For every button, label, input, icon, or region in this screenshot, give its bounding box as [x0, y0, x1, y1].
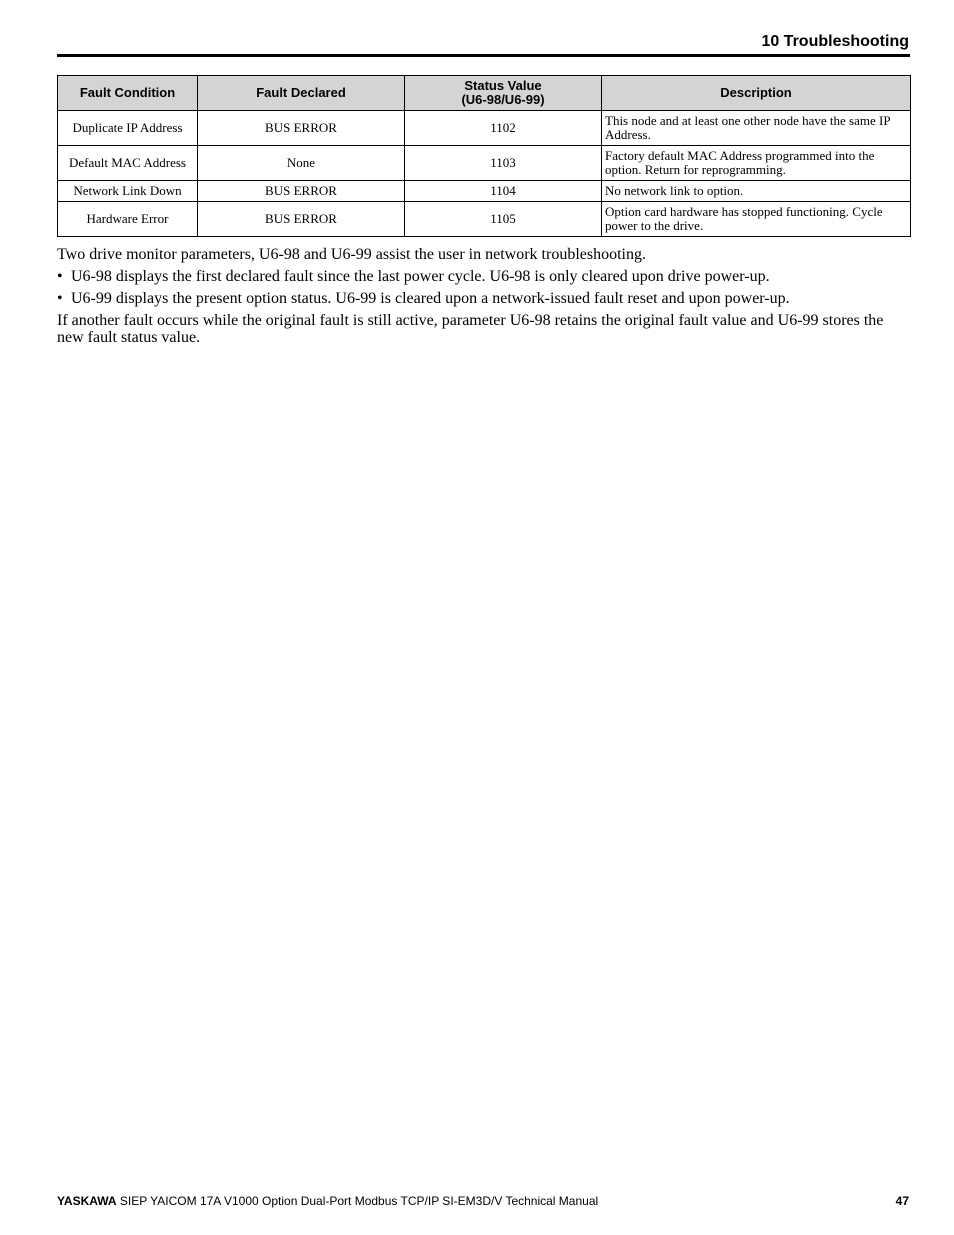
page-number: 47 [895, 1194, 909, 1208]
cell-fault-condition: Duplicate IP Address [58, 111, 198, 146]
cell-fault-declared: None [198, 146, 405, 181]
col-header-status-value-line1: Status Value [464, 78, 542, 93]
cell-fault-declared: BUS ERROR [198, 111, 405, 146]
table-row [58, 181, 911, 202]
cell-status-value: 1102 [405, 111, 602, 146]
cell-description: Factory default MAC Address programmed into the option. Return for reprogramming. [602, 146, 911, 181]
col-header-description: Description [602, 76, 911, 111]
cell-description: This node and at least one other node have the same IP Address. [602, 111, 911, 146]
col-header-fault-declared: Fault Declared [198, 76, 405, 111]
cell-fault-declared: BUS ERROR [198, 181, 405, 202]
cell-description: No network link to option. [602, 181, 911, 202]
fault-status-table [57, 75, 911, 237]
footer-brand: YASKAWA [57, 1194, 117, 1208]
bullet-symbol: • [57, 290, 63, 307]
page-header-title: 10 Troubleshooting [761, 33, 909, 50]
cell-status-value: 1105 [405, 202, 602, 237]
cell-fault-condition: Default MAC Address [58, 146, 198, 181]
footer-manual-name: SIEP YAICOM 17A V1000 Option Dual-Port Modbus TCP/IP SI-EM3D/V Technical Manual [119, 1194, 599, 1208]
table-header-row [58, 76, 911, 111]
table-row [58, 111, 911, 146]
col-header-status-value [405, 76, 602, 111]
bullet-text: U6-98 displays the first declared fault since the last power cycle. U6-98 is only cleared upon drive power-up. [71, 268, 770, 285]
col-header-fault-condition: Fault Condition [58, 76, 198, 111]
bullet-text: U6-99 displays the present option status. U6-99 is cleared upon a network-issued fault reset and upon power-up. [71, 290, 790, 307]
cell-status-value: 1103 [405, 146, 602, 181]
col-header-status-value-line2: (U6-98/U6-99) [461, 92, 545, 107]
bullet-item [57, 268, 912, 285]
table-row [58, 202, 911, 237]
cell-fault-condition: Network Link Down [58, 181, 198, 202]
cell-fault-declared: BUS ERROR [198, 202, 405, 237]
table-row [58, 146, 911, 181]
cell-fault-condition: Hardware Error [58, 202, 198, 237]
footer-manual-title [57, 1194, 598, 1208]
bullet-item [57, 290, 912, 307]
header-rule [57, 54, 910, 57]
bullet-symbol: • [57, 268, 63, 285]
intro-paragraph: Two drive monitor parameters, U6-98 and U6-99 assist the user in network troubleshooting. [57, 246, 646, 263]
cell-description: Option card hardware has stopped functioning. Cycle power to the drive. [602, 202, 911, 237]
cell-status-value: 1104 [405, 181, 602, 202]
closing-paragraph: If another fault occurs while the original fault is still active, parameter U6-98 retains the original fault value and U6-99 stores the new fault status value. [57, 312, 884, 346]
